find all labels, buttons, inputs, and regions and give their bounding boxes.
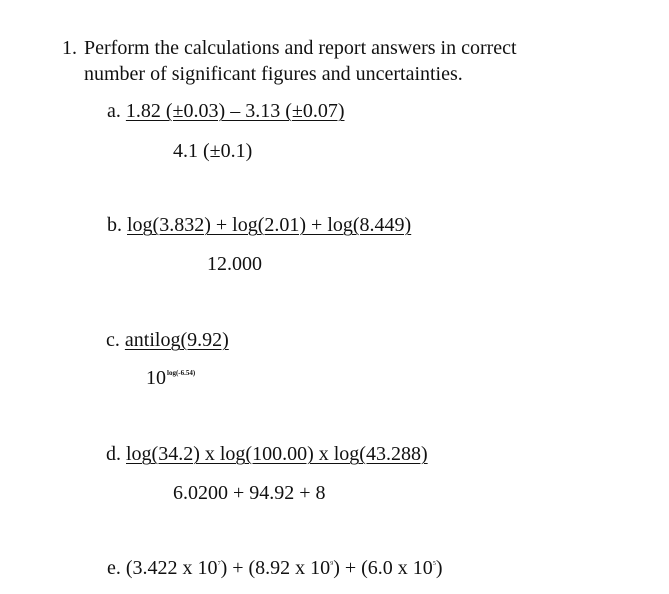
part-c-letter: c.: [106, 329, 120, 351]
part-d-row: [106, 442, 428, 466]
part-b-answer: 12.000: [207, 253, 262, 275]
part-e-plus-1: +: [227, 557, 249, 579]
part-a-expression: 1.82 (±0.03) – 3.13 (±0.07): [125, 100, 345, 122]
part-b-row: [107, 213, 411, 237]
part-e-term-2-base: (8.92 x 10: [248, 557, 331, 579]
part-e-term-3-close: ): [435, 557, 443, 579]
part-e-row: [107, 556, 442, 585]
part-c-answer: [146, 366, 195, 394]
part-e-term-2: [249, 557, 340, 579]
part-e-term-2-close: ): [333, 557, 340, 579]
part-e-term-3-base: (6.0 x 10: [361, 557, 433, 579]
part-c-answer-base: 10: [146, 367, 166, 389]
part-e-term-1-base: (3.422 x 10: [125, 557, 218, 579]
question-number: 1.: [62, 37, 77, 59]
part-a-answer: 4.1 (±0.1): [173, 140, 253, 162]
part-e-letter: e.: [107, 557, 121, 579]
question-line-1: Perform the calculations and report answers in correct: [84, 37, 517, 59]
part-c-expression: antilog(9.92): [124, 329, 229, 351]
question-line-2: number of significant figures and uncertainties.: [84, 63, 463, 85]
part-e-term-3-exponent: 5: [432, 561, 436, 567]
part-e-term-1: [126, 557, 227, 579]
part-d-expression: log(34.2) x log(100.00) x log(43.288): [126, 443, 428, 465]
part-b-letter: b.: [107, 214, 122, 236]
part-d-answer: 6.0200 + 94.92 + 8: [173, 482, 326, 504]
part-e-term-3: [361, 557, 442, 579]
part-e-term-1-exponent: 7: [217, 561, 221, 567]
part-a-letter: a.: [107, 100, 121, 122]
part-e-term-1-close: ): [220, 557, 228, 579]
part-d-letter: d.: [106, 443, 121, 465]
part-e-term-2-exponent: 9: [330, 561, 334, 567]
part-e-plus-2: +: [339, 557, 362, 579]
part-b-expression: log(3.832) + log(2.01) + log(8.449): [127, 214, 412, 236]
part-c-answer-exponent: log(-6.54): [167, 369, 196, 377]
part-a-row: [107, 99, 344, 123]
part-c-row: [106, 328, 229, 352]
